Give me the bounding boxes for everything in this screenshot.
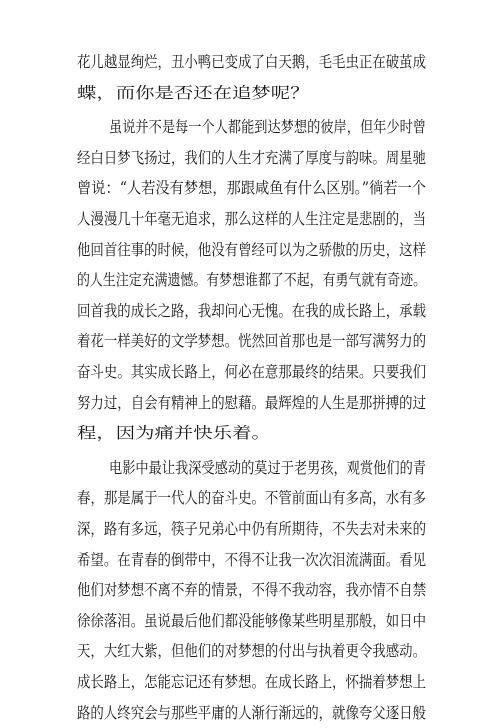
text-line: 春，那是属于一代人的奋斗史。不管前面山有多高，水有多 [77,489,427,507]
text-line: 经白日梦飞扬过，我们的人生才充满了厚度与韵味。周星驰 [77,149,427,167]
text-line: 的人生注定充满遗憾。有梦想谁都了不起，有勇气就有奇迹。 [77,271,427,289]
text-line: 努力过，自会有精神上的慰藉。最辉煌的人生是那拼搏的过 [77,394,427,412]
text-line: 奋斗史。其实成长路上，何必在意那最终的结果。只要我们 [77,363,427,381]
text-line: 深，路有多远，筷子兄弟心中仍有所期待，不失去对未来的 [77,520,427,538]
text-line: 曾说：“人若没有梦想，那跟咸鱼有什么区别。”徜若一个 [77,179,427,197]
text-line: 路的人终究会与那些平庸的人渐行渐远的，就像夸父逐日般 [77,704,427,722]
text-line: 回首我的成长之路，我却问心无愧。在我的成长路上，承载 [77,302,427,320]
text-line: 他回首往事的时候，他没有曾经可以为之骄傲的历史，这样 [77,241,427,259]
text-line: 徐徐落泪。虽说最后他们都没能够像某些明星那般，如日中 [77,612,427,630]
text-line: 花儿越显绚烂，丑小鸭已变成了白天鹅，毛毛虫正在破茧成 [77,53,427,71]
text-line: 天，大红大紫，但他们的对梦想的付出与执着更令我感动。 [77,642,427,660]
text-line: 电影中最让我深受感动的莫过于老男孩，观赏他们的青 [109,459,426,477]
text-line: 着花一样美好的文学梦想。恍然回首那也是一部写满努力的 [77,332,427,350]
text-line: 虽说并不是每一个人都能到达梦想的彼岸，但年少时曾 [109,118,426,136]
text-line: 成长路上，怎能忘记还有梦想。在成长路上，怀揣着梦想上 [77,673,427,691]
text-line: 人漫漫几十年毫无追求，那么这样的人生注定是悲剧的，当 [77,210,427,228]
text-line: 程，因为痛并快乐着。 [77,424,271,442]
text-line: 蝶，而你是否还在追梦呢？ [77,84,310,102]
text-line: 希望。在青春的倒带中，不得不让我一次次泪流满面。看见 [77,551,427,569]
text-line: 他们对梦想不离不弃的情景，不得不我动容，我亦情不自禁 [77,581,427,599]
